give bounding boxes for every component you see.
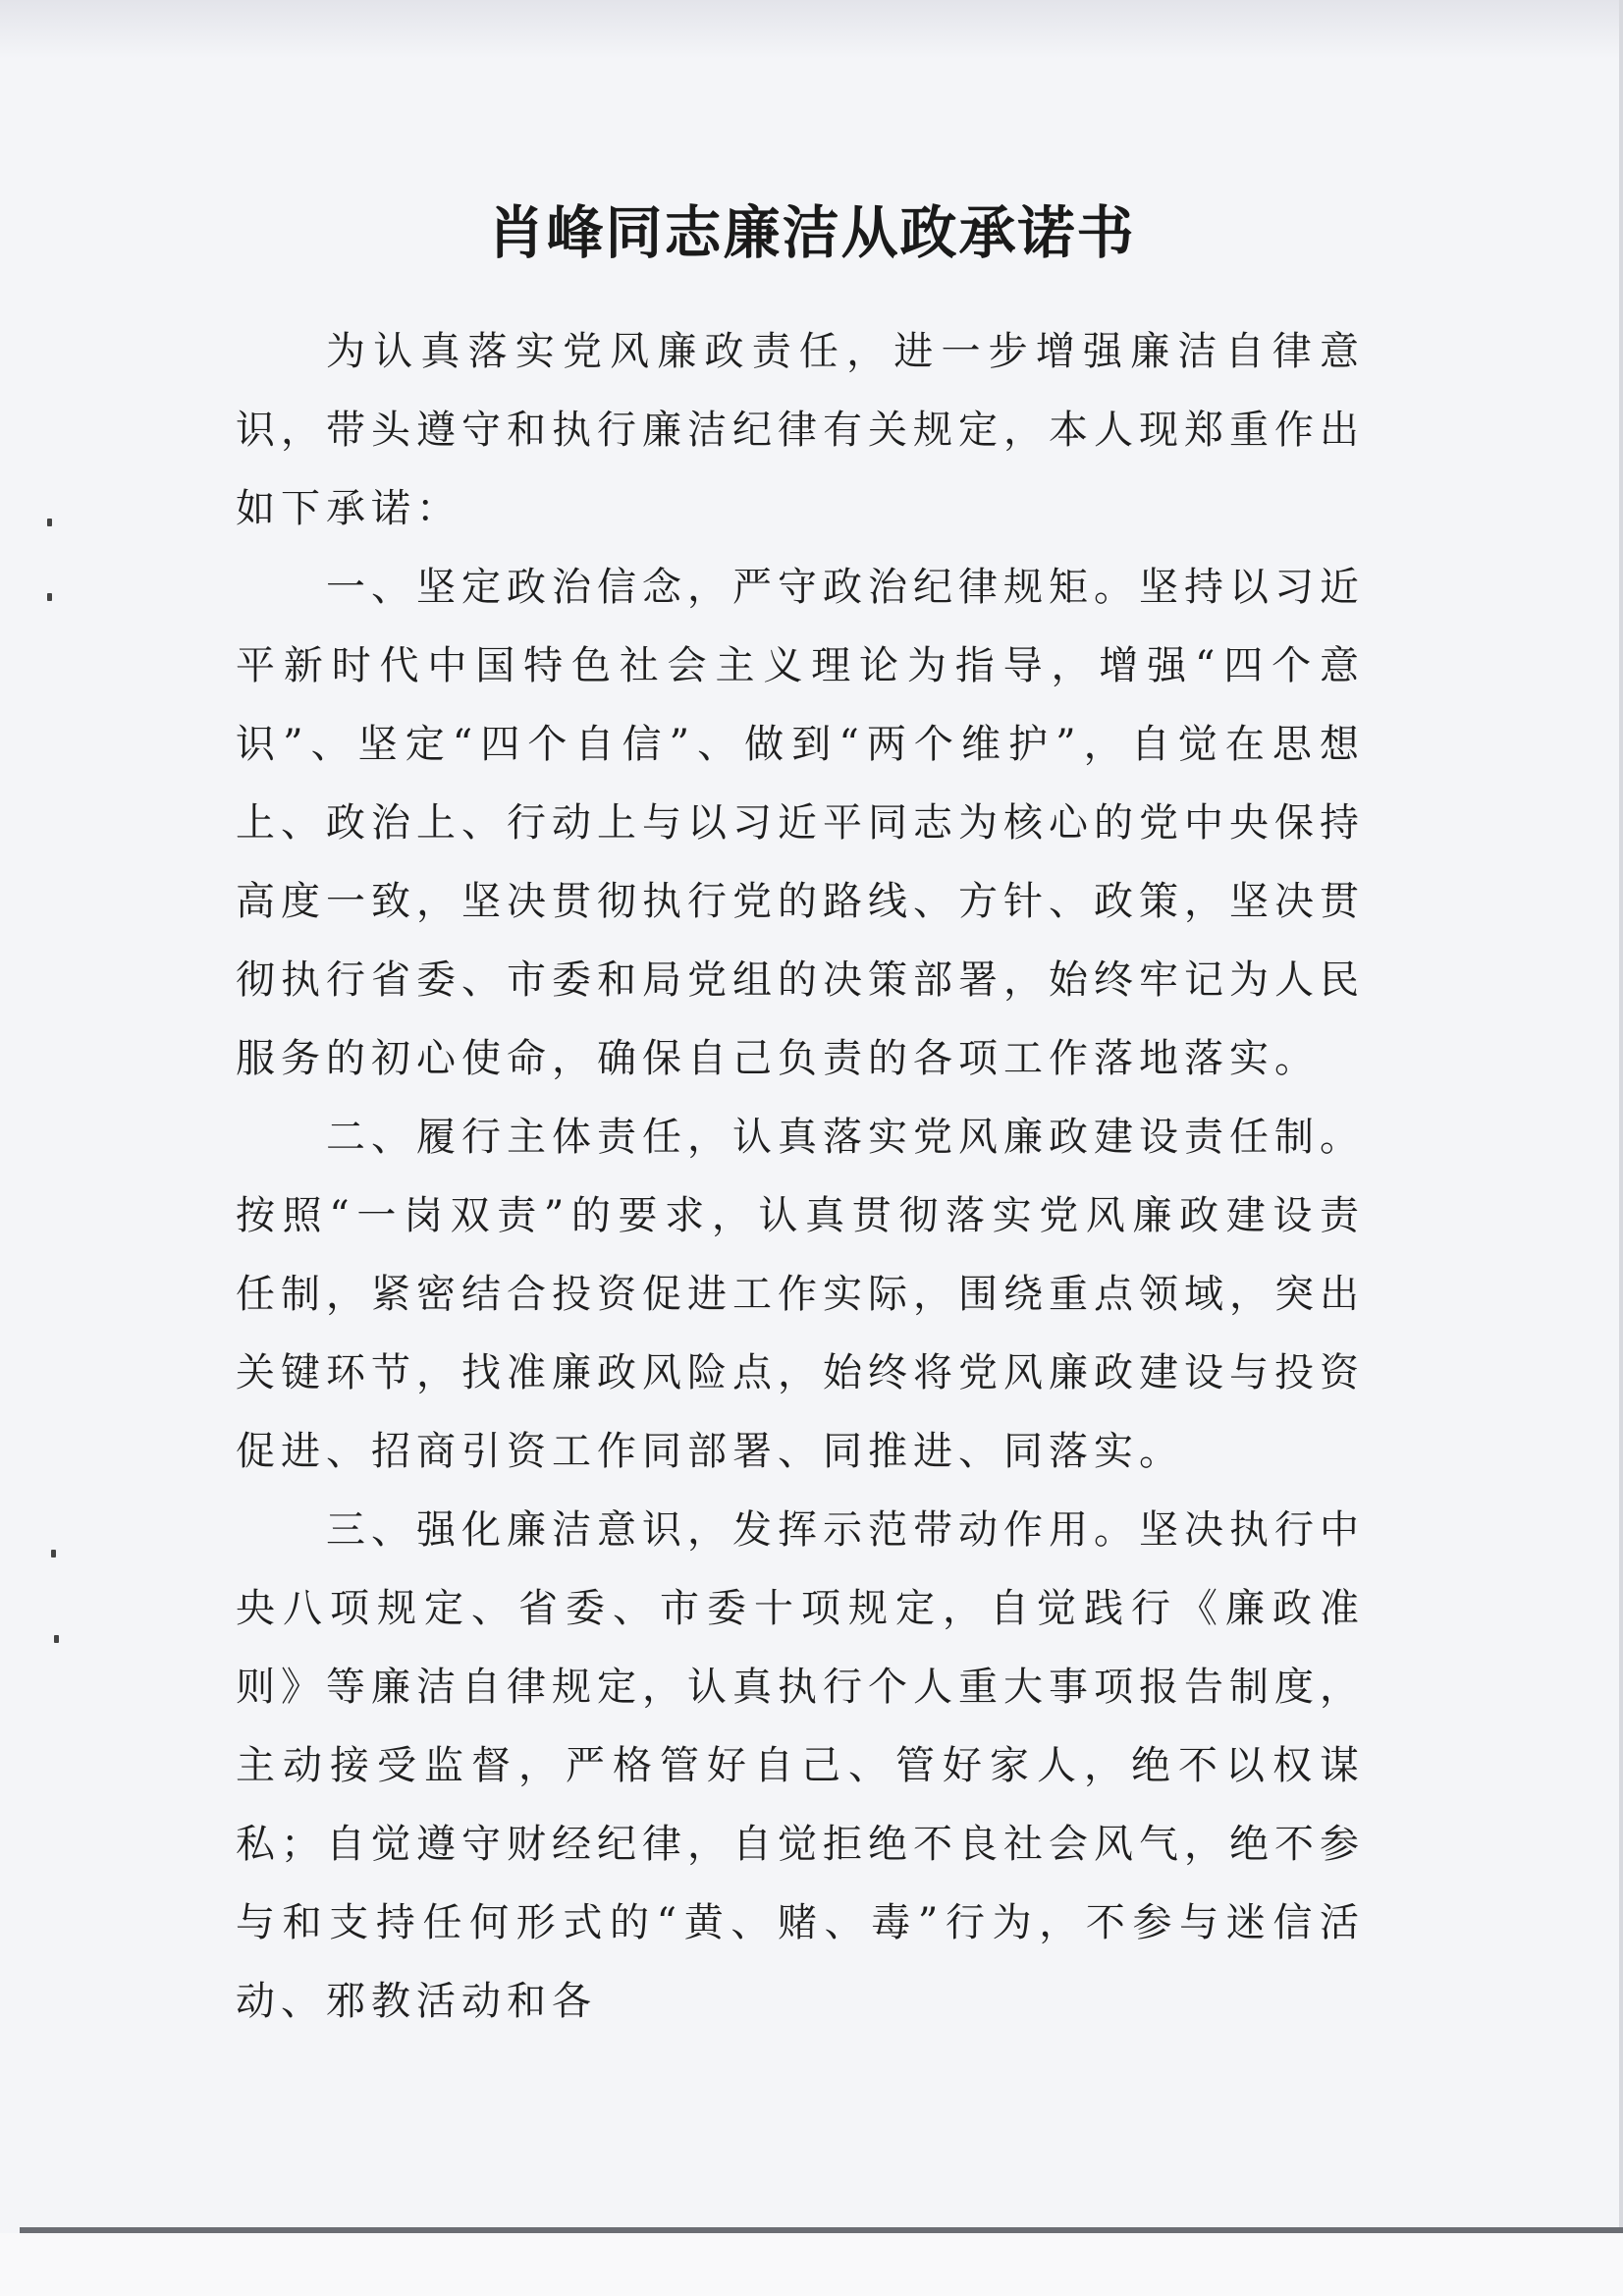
paragraph-commitment-1: 一、坚定政治信念，严守政治纪律规矩。坚持以习近平新时代中国特色社会主义理论为指导，增强“四个意识”、坚定“四个自信”、做到“两个维护”，自觉在思想上、政治上、行动上与以习近平同志为核心的党中央保持高度一致，坚决贯彻执行党的路线、方针、政策，坚决贯彻执行省委、市委和局党组的决策部署，始终牢记为人民服务的初心使命，确保自己负责的各项工作落地落实。 bbox=[236, 565, 1365, 1081]
document-title: 肖峰同志廉洁从政承诺书 bbox=[487, 199, 1136, 266]
scan-bottom-strip bbox=[0, 2233, 1623, 2296]
paragraph-intro: 为认真落实党风廉政责任，进一步增强廉洁自律意识，带头遵守和执行廉洁纪律有关规定，本人现郑重作出如下承诺： bbox=[236, 329, 1365, 531]
paragraph-commitment-2: 二、履行主体责任，认真落实党风廉政建设责任制。按照“一岗双责”的要求，认真贯彻落实党风廉政建设责任制，紧密结合投资促进工作实际，围绕重点领域，突出关键环节，找准廉政风险点，始终将党风廉政建设与投资促进、招商引资工作同部署、同推进、同落实。 bbox=[236, 1115, 1365, 1474]
paragraph-commitment-3: 三、强化廉洁意识，发挥示范带动作用。坚决执行中央八项规定、省委、市委十项规定，自觉践行《廉政准则》等廉洁自律规定，认真执行个人重大事项报告制度，主动接受监督，严格管好自己、管好家人，绝不以权谋私；自觉遵守财经纪律，自觉拒绝不良社会风气，绝不参与和支持任何形式的“黄、赌、毒”行为，不参与迷信活动、邪教活动和各 bbox=[236, 1507, 1365, 2024]
scan-top-shadow bbox=[0, 0, 1623, 59]
document-body bbox=[236, 312, 1365, 2041]
punch-mark bbox=[47, 593, 52, 601]
punch-mark bbox=[51, 1550, 56, 1558]
scan-right-edge bbox=[1619, 0, 1623, 2296]
punch-mark bbox=[47, 519, 52, 526]
punch-mark bbox=[54, 1635, 59, 1643]
